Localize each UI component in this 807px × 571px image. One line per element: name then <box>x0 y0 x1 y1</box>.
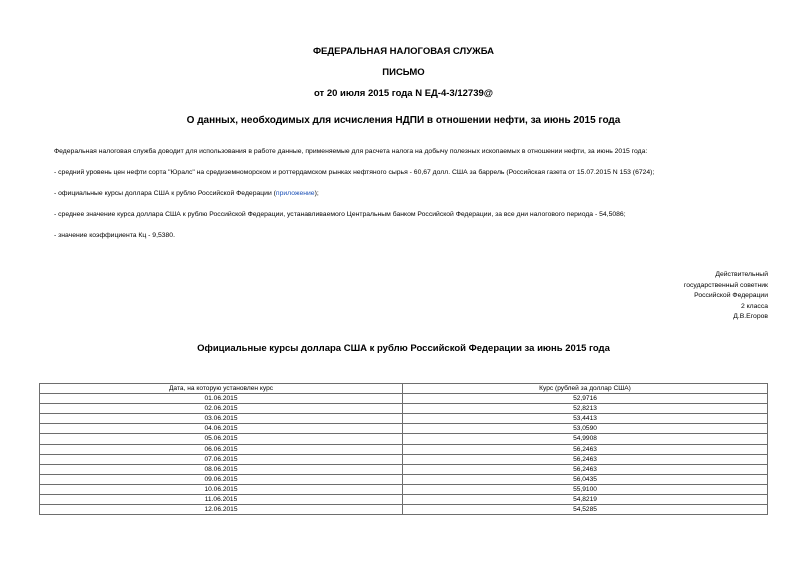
exchange-rates-prefix: - официальные курсы доллара США к рублю Российской Федерации ( <box>54 190 276 197</box>
table-row <box>40 394 768 404</box>
date-cell: 11.06.2015 <box>40 495 403 505</box>
date-cell: 08.06.2015 <box>40 464 403 474</box>
signature-title-line-4: 2 класса <box>740 302 768 310</box>
rate-cell: 53,4413 <box>403 414 768 424</box>
appendix-link[interactable]: приложение <box>275 190 315 197</box>
appendix-title: Официальные курсы доллара США к рублю Российской Федерации за июнь 2015 года <box>197 343 610 354</box>
rate-cell: 52,9716 <box>403 394 768 404</box>
table-row <box>40 424 768 434</box>
table-row <box>40 454 768 464</box>
table-row <box>40 474 768 484</box>
date-cell: 07.06.2015 <box>40 454 403 464</box>
rate-cell: 55,9100 <box>403 484 768 494</box>
rate-cell: 56,2463 <box>403 444 768 454</box>
table-row <box>40 484 768 494</box>
date-cell: 10.06.2015 <box>40 484 403 494</box>
signature-title-line-3: Российской Федерации <box>694 292 768 299</box>
intro-paragraph: Федеральная налоговая служба доводит для использования в работе данные, применяемые для расчета налога на добычу полезных ископаемых в отношении нефти, за июнь 2015 года: <box>54 148 648 155</box>
table-header-row <box>40 384 768 394</box>
table-row <box>40 444 768 454</box>
document-type-heading: ПИСЬМО <box>382 67 425 78</box>
column-header-date: Дата, на которую установлен курс <box>40 384 403 394</box>
signature-title-line-1: Действительный <box>715 271 768 278</box>
signature-title-line-2: государственный советник <box>683 281 768 289</box>
table-row <box>40 404 768 414</box>
exchange-rates-suffix: ); <box>314 190 319 197</box>
date-cell: 06.06.2015 <box>40 444 403 454</box>
agency-heading: ФЕДЕРАЛЬНАЯ НАЛОГОВАЯ СЛУЖБА <box>312 46 495 57</box>
table-row <box>40 495 768 505</box>
date-cell: 03.06.2015 <box>40 414 403 424</box>
rate-cell: 56,2463 <box>403 454 768 464</box>
date-cell: 05.06.2015 <box>40 434 403 444</box>
exchange-rates-item <box>54 189 319 198</box>
table-row <box>40 414 768 424</box>
rate-cell: 56,2463 <box>403 464 768 474</box>
rate-cell: 54,5285 <box>403 505 768 515</box>
date-cell: 12.06.2015 <box>40 505 403 515</box>
date-cell: 04.06.2015 <box>40 424 403 434</box>
oil-price-item: - средний уровень цен нефти сорта "Юралс" на средиземноморском и роттердамском рынках нефтяного сырья - 60,67 долл. США за баррель (Российская газета от 15.07.2015 N 153 (6724); <box>54 169 655 176</box>
column-header-rate: Курс (рублей за доллар США) <box>403 384 768 394</box>
date-cell: 02.06.2015 <box>40 404 403 414</box>
rate-cell: 53,0590 <box>403 424 768 434</box>
rate-cell: 56,0435 <box>403 474 768 484</box>
coefficient-item: - значение коэффициента Кц - 9,5380. <box>54 232 175 239</box>
table-row <box>40 505 768 515</box>
exchange-rates-table <box>39 383 768 515</box>
table-row <box>40 434 768 444</box>
signatory-name: Д.В.Егоров <box>733 313 768 320</box>
date-cell: 01.06.2015 <box>40 394 403 404</box>
document-subject: О данных, необходимых для исчисления НДПИ в отношении нефти, за июнь 2015 года <box>186 115 621 126</box>
date-cell: 09.06.2015 <box>40 474 403 484</box>
document-date-number: от 20 июля 2015 года N ЕД-4-3/12739@ <box>313 88 494 99</box>
rate-cell: 54,9908 <box>403 434 768 444</box>
rate-cell: 54,8219 <box>403 495 768 505</box>
rate-cell: 52,8213 <box>403 404 768 414</box>
table-row <box>40 464 768 474</box>
average-rate-item: - среднее значение курса доллара США к рублю Российской Федерации, устанавливаемого Центральным банком Российской Федерации, за все дни налогового периода - 54,5086; <box>54 211 626 218</box>
